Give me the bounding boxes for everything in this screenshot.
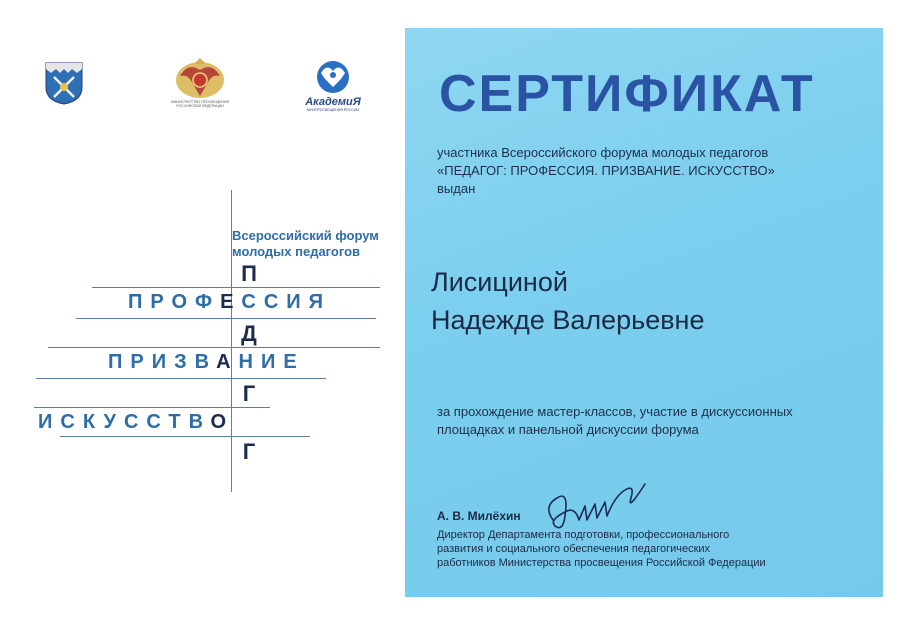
- crossword-line: [60, 436, 310, 437]
- position-line: работников Министерства просвещения Российской Федерации: [437, 557, 766, 569]
- reason-line: площадках и панельной дискуссии форума: [437, 422, 699, 437]
- issued-line: «ПЕДАГОГ: ПРОФЕССИЯ. ПРИЗВАНИЕ. ИСКУССТВО»: [437, 163, 775, 178]
- issued-line: участника Всероссийского форума молодых педагогов: [437, 145, 769, 160]
- signer-position: [437, 528, 877, 570]
- academy-caption: МИНПРОСВЕЩЕНИЯ РОССИИ: [307, 108, 359, 112]
- vertical-letter: Г: [242, 381, 256, 406]
- position-line: Директор Департамента подготовки, профессионального: [437, 529, 730, 541]
- position-line: развития и социального обеспечения педагогических: [437, 543, 711, 555]
- crossword-row-calling: [108, 351, 305, 374]
- forum-title-line1: Всероссийский форум: [232, 228, 379, 243]
- issued-text: [437, 144, 877, 198]
- issued-line: выдан: [437, 181, 476, 196]
- reason-line: за прохождение мастер-классов, участие в дискуссионных: [437, 404, 793, 419]
- row1-before: ПРОФ: [128, 291, 221, 313]
- row2-after: НИЕ: [238, 351, 305, 373]
- row2-key-letter: А: [216, 351, 239, 373]
- crossword-line: [36, 378, 326, 379]
- region-coat-of-arms-icon: [44, 61, 84, 105]
- forum-title: [232, 228, 402, 260]
- vertical-letter: П: [241, 261, 257, 286]
- signature-icon: [535, 476, 665, 536]
- left-panel: [0, 0, 405, 627]
- academy-name: АкадемиЯ: [305, 96, 361, 108]
- crossword-row-art: [38, 411, 234, 434]
- crossword-row-profession: [128, 291, 331, 314]
- row3-before: ИСКУССТВ: [38, 411, 211, 433]
- vertical-letter: Г: [242, 439, 256, 464]
- award-reason: [437, 403, 877, 439]
- row3-key-letter: О: [210, 411, 235, 433]
- row2-before: ПРИЗВ: [108, 351, 217, 373]
- crossword-line: [92, 287, 380, 288]
- crossword-vertical-line: [231, 190, 232, 492]
- crossword-line: [76, 318, 376, 319]
- recipient-surname: Лисициной: [431, 267, 568, 297]
- vertical-letter: Д: [241, 321, 257, 346]
- crossword-line: [48, 347, 380, 348]
- certificate-title: СЕРТИФИКАТ: [439, 65, 815, 123]
- crossword-line: [34, 407, 270, 408]
- signer-name: А. В. Милёхин: [437, 509, 521, 523]
- row1-after: ССИЯ: [241, 291, 332, 313]
- recipient-name: [431, 263, 704, 339]
- row1-key-letter: Е: [220, 291, 242, 313]
- certificate-panel: [405, 28, 883, 597]
- ministry-caption: МИНИСТЕРСТВО ПРОСВЕЩЕНИЯ РОССИЙСКОЙ ФЕДЕРАЦИИ: [171, 100, 229, 109]
- forum-title-line2: молодых педагогов: [232, 244, 361, 259]
- recipient-given-names: Надежде Валерьевне: [431, 305, 705, 335]
